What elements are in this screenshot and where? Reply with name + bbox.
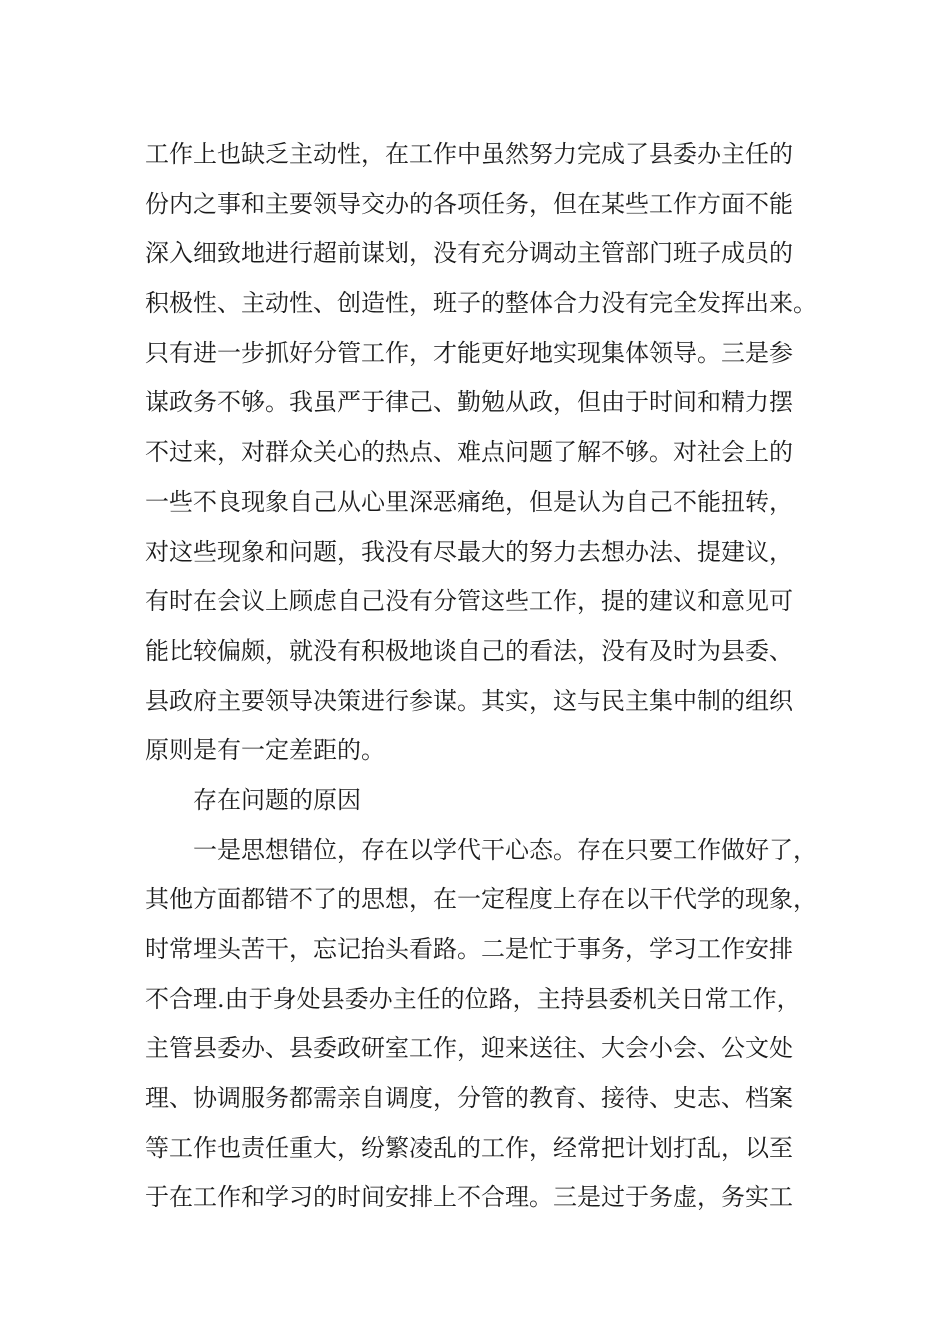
text-line: 理、协调服务都需亲自调度，分管的教育、接待、史志、档案 — [145, 1084, 793, 1113]
text-line: 份内之事和主要领导交办的各项任务，但在某些工作方面不能 — [145, 189, 793, 218]
text-line: 不过来，对群众关心的热点、难点问题了解不够。对社会上的 — [145, 438, 793, 467]
text-line: 能比较偏颇，就没有积极地谈自己的看法，没有及时为县委、 — [145, 636, 793, 665]
text-line: 有时在会议上顾虑自己没有分管这些工作，提的建议和意见可 — [145, 587, 793, 616]
text-line: 原则是有一定差距的。 — [145, 736, 385, 765]
body-text — [145, 130, 817, 1223]
text-line: 其他方面都错不了的思想，在一定程度上存在以干代学的现象， — [145, 885, 817, 914]
text-line: 深入细致地进行超前谋划，没有充分调动主管部门班子成员的 — [145, 239, 793, 268]
text-line: 主管县委办、县委政研室工作，迎来送往、大会小会、公文处 — [145, 1034, 793, 1063]
text-line: 县政府主要领导决策进行参谋。其实，这与民主集中制的组织 — [145, 686, 793, 715]
text-line: 积极性、主动性、创造性，班子的整体合力没有完全发挥出来。 — [145, 289, 817, 318]
text-line: 工作上也缺乏主动性，在工作中虽然努力完成了县委办主任的 — [145, 140, 793, 168]
text-line: 对这些现象和问题，我没有尽最大的努力去想办法、提建议， — [145, 537, 793, 566]
text-line: 一些不良现象自己从心里深恶痛绝，但是认为自己不能扭转， — [145, 487, 793, 516]
text-line: 时常埋头苦干，忘记抬头看路。二是忙于事务，学习工作安排 — [145, 935, 793, 963]
text-line: 只有进一步抓好分管工作，才能更好地实现集体领导。三是参 — [145, 338, 793, 367]
section-heading: 存在问题的原因 — [193, 785, 361, 814]
text-line: 于在工作和学习的时间安排上不合理。三是过于务虚，务实工 — [145, 1183, 793, 1212]
text-line: 不合理.由于身处县委办主任的位路，主持县委机关日常工作， — [145, 984, 801, 1013]
text-line: 一是思想错位，存在以学代干心态。存在只要工作做好了， — [193, 835, 817, 864]
text-line: 等工作也责任重大，纷繁凌乱的工作，经常把计划打乱，以至 — [145, 1133, 793, 1162]
text-line: 谋政务不够。我虽严于律己、勤勉从政，但由于时间和精力摆 — [145, 388, 793, 417]
